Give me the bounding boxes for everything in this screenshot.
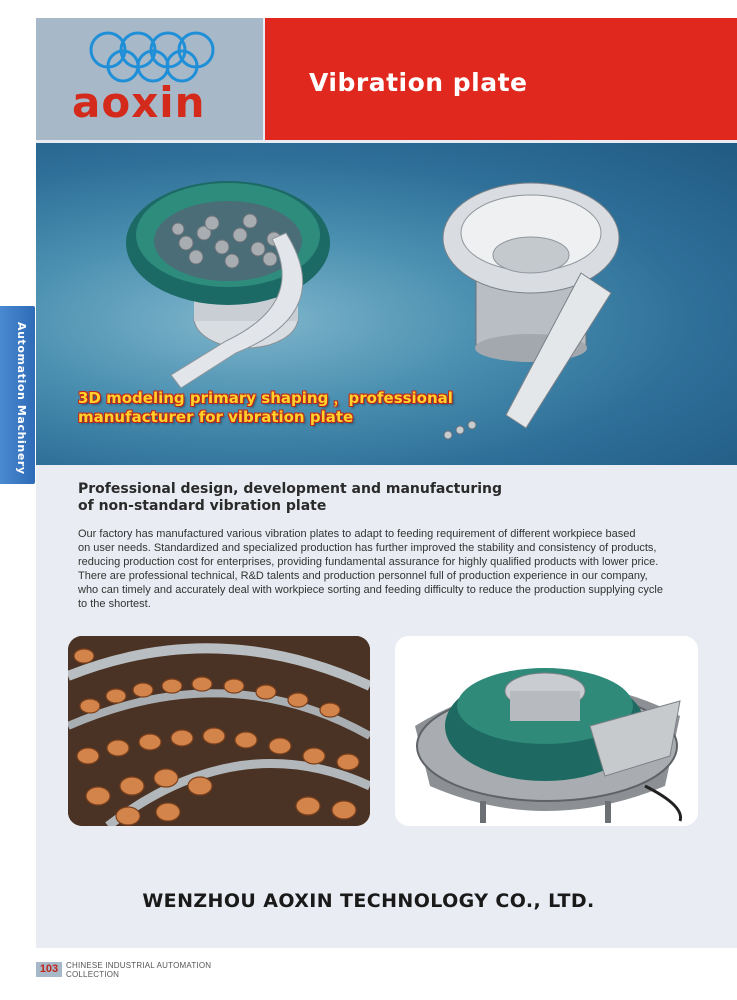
hero-caption: [78, 389, 453, 427]
body-line: on user needs. Standardized and specialized production has further improved the stability and consistency of products,: [78, 542, 657, 555]
body-line: There are professional technical, R&D talents and production personnel full of production experience in our company,: [78, 570, 648, 583]
hero-caption-line-1: 3D modeling primary shaping ，professional: [78, 389, 453, 407]
collection-line-1: CHINESE INDUSTRIAL AUTOMATION: [66, 961, 212, 970]
logo-wordmark: aoxin: [72, 78, 206, 127]
section-heading: [78, 481, 598, 515]
company-name: WENZHOU AOXIN TECHNOLOGY CO., LTD.: [142, 890, 595, 912]
side-tab-label: Automation Machinery: [15, 322, 28, 475]
copper-parts-bowl-photo: [68, 636, 370, 826]
body-line: to the shortest.: [78, 598, 151, 611]
logo-rings-icon: [88, 30, 216, 84]
green-bowl-photo: [395, 636, 698, 826]
body-line: who can timely and accurately deal with workpiece sorting and feeding difficulty to reduce the production supplying cycle: [78, 584, 663, 597]
hero-image: [36, 143, 737, 465]
page-number: 103: [36, 962, 62, 977]
collection-label: [66, 961, 211, 979]
page-title: Vibration plate: [309, 68, 528, 97]
body-line: reducing production cost for enterprises, providing fundamental assurance for highly qualified products with lower price.: [78, 556, 659, 569]
section-heading-line-1: Professional design, development and manufacturing: [78, 481, 503, 497]
hero-caption-line-2: manufacturer for vibration plate: [78, 408, 354, 426]
body-line: Our factory has manufactured various vibration plates to adapt to feeding requirement of different workpiece based: [78, 528, 636, 540]
collection-line-2: COLLECTION: [66, 970, 120, 979]
body-paragraph: [78, 527, 718, 612]
section-heading-line-2: of non-standard vibration plate: [78, 498, 327, 514]
